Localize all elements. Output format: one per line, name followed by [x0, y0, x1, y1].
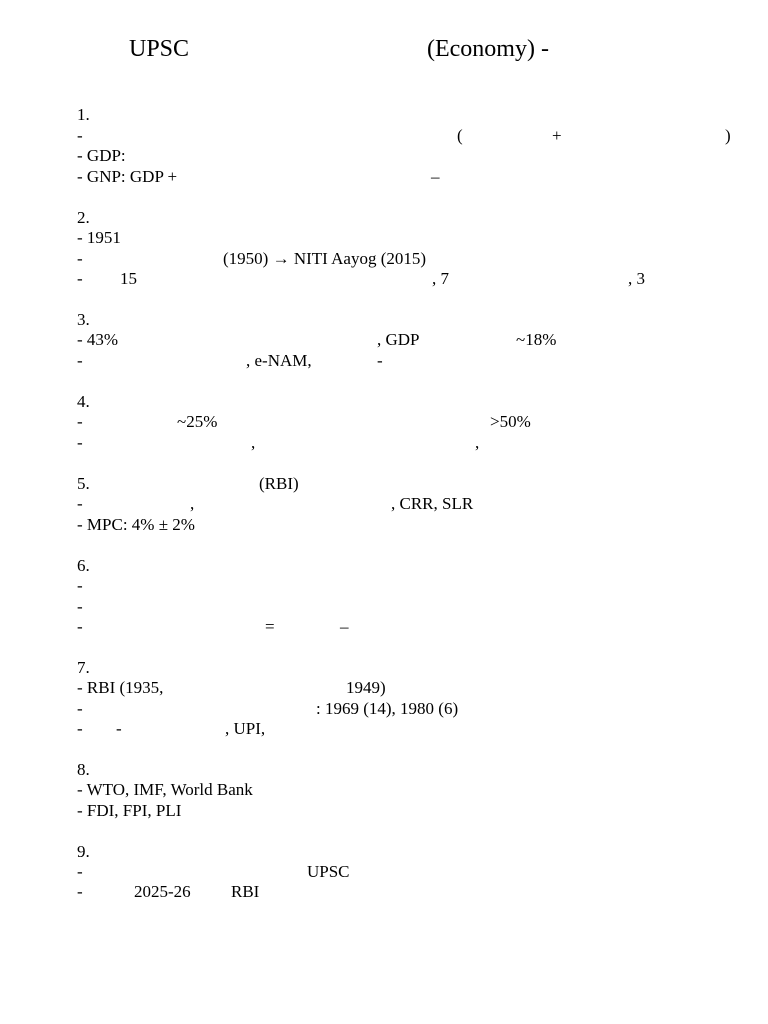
section-8-line-1: - WTO, IMF, World Bank: [77, 780, 253, 799]
section-5-line-2: - MPC: 4% ± 2%: [77, 515, 195, 534]
section-7-line-1: - RBI (1935, 1949): [77, 678, 386, 697]
section-1-line-3: - GNP: GDP + –: [77, 167, 440, 186]
section-7-line-3: - - , UPI,: [77, 719, 266, 738]
section-7-heading: 7.: [77, 658, 90, 677]
section-1-line-1: - ( + ): [77, 126, 731, 145]
section-6-heading: 6.: [77, 556, 90, 575]
section-9-heading: 9.: [77, 842, 90, 861]
section-1-line-2: - GDP:: [77, 146, 126, 165]
section-1-heading: 1.: [77, 105, 90, 124]
title-right: (Economy) -: [427, 36, 549, 62]
section-5-line-1: - , , CRR, SLR: [77, 494, 474, 513]
section-6-line-1: -: [77, 576, 83, 595]
section-4-line-1: - ~25% >50%: [77, 412, 531, 431]
section-9-line-1: - UPSC: [77, 862, 350, 881]
section-9-line-2: - 2025-26 RBI: [77, 882, 260, 901]
section-8-line-2: - FDI, FPI, PLI: [77, 801, 182, 820]
section-4-heading: 4.: [77, 392, 90, 411]
section-7-line-2: - : 1969 (14), 1980 (6): [77, 699, 459, 718]
section-2-line-2: - (1950) → NITI Aayog (2015): [77, 249, 427, 268]
document-title: [0, 36, 768, 68]
section-5-heading: 5. (RBI): [77, 474, 299, 493]
section-3-heading: 3.: [77, 310, 90, 329]
section-2-heading: 2.: [77, 208, 90, 227]
title-left: UPSC: [129, 36, 190, 62]
section-6-line-3: - = –: [77, 617, 349, 636]
section-2-line-1: - 1951: [77, 228, 121, 247]
section-2-line-3: - 15 , 7 , 3: [77, 269, 645, 288]
section-3-line-1: - 43% , GDP ~18%: [77, 330, 557, 349]
section-8-heading: 8.: [77, 760, 90, 779]
section-3-line-2: - , e-NAM, -: [77, 351, 383, 370]
section-6-line-2: -: [77, 597, 83, 616]
section-4-line-2: - , ,: [77, 433, 480, 452]
